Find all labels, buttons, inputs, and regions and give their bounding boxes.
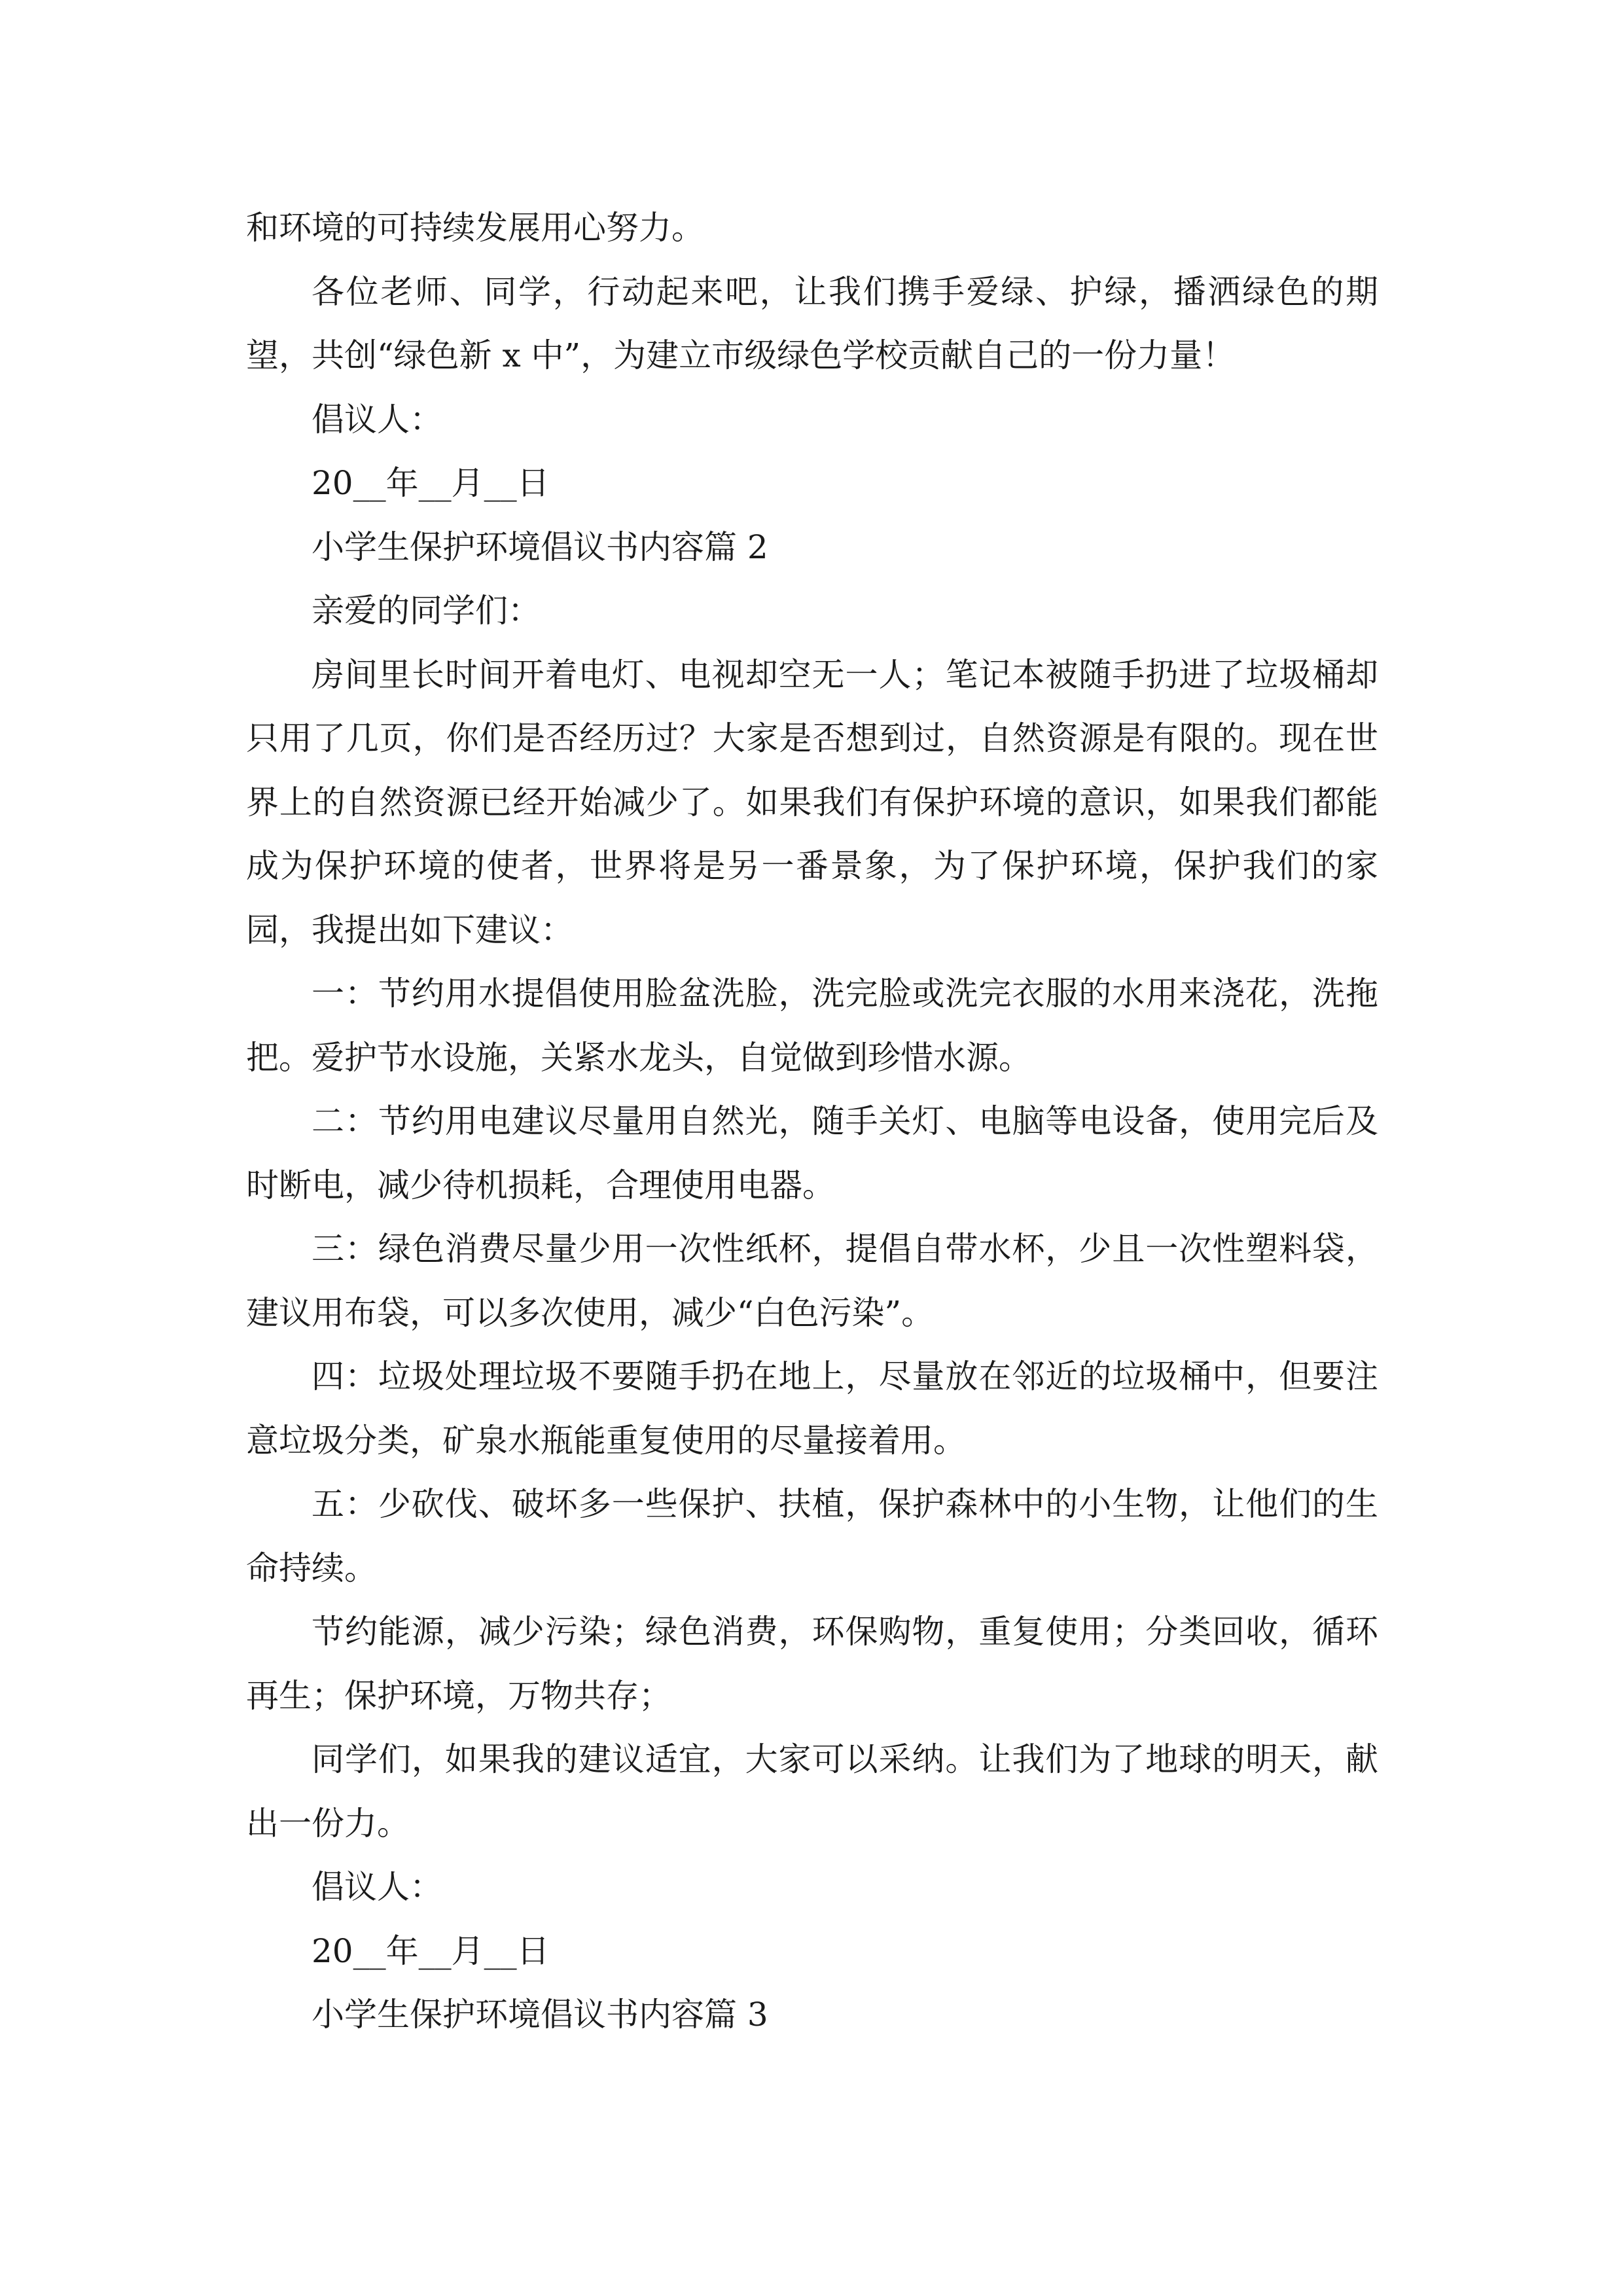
suggestion-item: 四：垃圾处理垃圾不要随手扔在地上，尽量放在邻近的垃圾桶中，但要注意垃圾分类，矿泉水瓶能重复使用的尽量接着用。	[246, 1357, 1378, 1460]
document-page	[246, 196, 1378, 2047]
paragraph-closing: 同学们，如果我的建议适宜，大家可以采纳。让我们为了地球的明天，献出一份力。	[246, 1740, 1378, 1842]
section-heading: 小学生保护环境倡议书内容篇 3	[312, 1996, 768, 2034]
paragraph-intro: 房间里长时间开着电灯、电视却空无一人；笔记本被随手扔进了垃圾桶却只用了几页，你们是否经历过？大家是否想到过，自然资源是有限的。现在世界上的自然资源已经开始减少了。如果我们有保护环境的意识，如果我们都能成为保护环境的使者，世界将是另一番景象，为了保护环境，保护我们的家园，我提出如下建议：	[246, 655, 1378, 949]
date-line: 20__年__月__日	[312, 1931, 550, 1970]
date-line: 20__年__月__日	[312, 464, 550, 502]
suggestion-item: 五：少砍伐、破坏多一些保护、扶植，保护森林中的小生物，让他们的生命持续。	[246, 1485, 1378, 1587]
salutation: 亲爱的同学们：	[312, 592, 541, 630]
signature-label: 倡议人：	[312, 1868, 442, 1906]
section-heading: 小学生保护环境倡议书内容篇 2	[312, 528, 768, 566]
paragraph-continuation: 和环境的可持续发展用心努力。	[246, 209, 704, 247]
suggestion-item: 二：节约用电建议尽量用自然光，随手关灯、电脑等电设备，使用完后及时断电，减少待机损耗，合理使用电器。	[246, 1102, 1378, 1204]
paragraph-slogan: 节约能源，减少污染；绿色消费，环保购物，重复使用；分类回收，循环再生；保护环境，万物共存；	[246, 1613, 1378, 1715]
suggestion-item: 三：绿色消费尽量少用一次性纸杯，提倡自带水杯，少且一次性塑料袋，建议用布袋，可以多次使用，减少“白色污染”。	[246, 1230, 1378, 1332]
signature-label: 倡议人：	[312, 400, 442, 439]
suggestion-item: 一：节约用水提倡使用脸盆洗脸，洗完脸或洗完衣服的水用来浇花，洗拖把。爱护节水设施，关紧水龙头，自觉做到珍惜水源。	[246, 975, 1378, 1077]
paragraph-call-to-action: 各位老师、同学，行动起来吧，让我们携手爱绿、护绿，播洒绿色的期望，共创“绿色新 x 中”，为建立市级绿色学校贡献自己的一份力量！	[246, 272, 1378, 374]
